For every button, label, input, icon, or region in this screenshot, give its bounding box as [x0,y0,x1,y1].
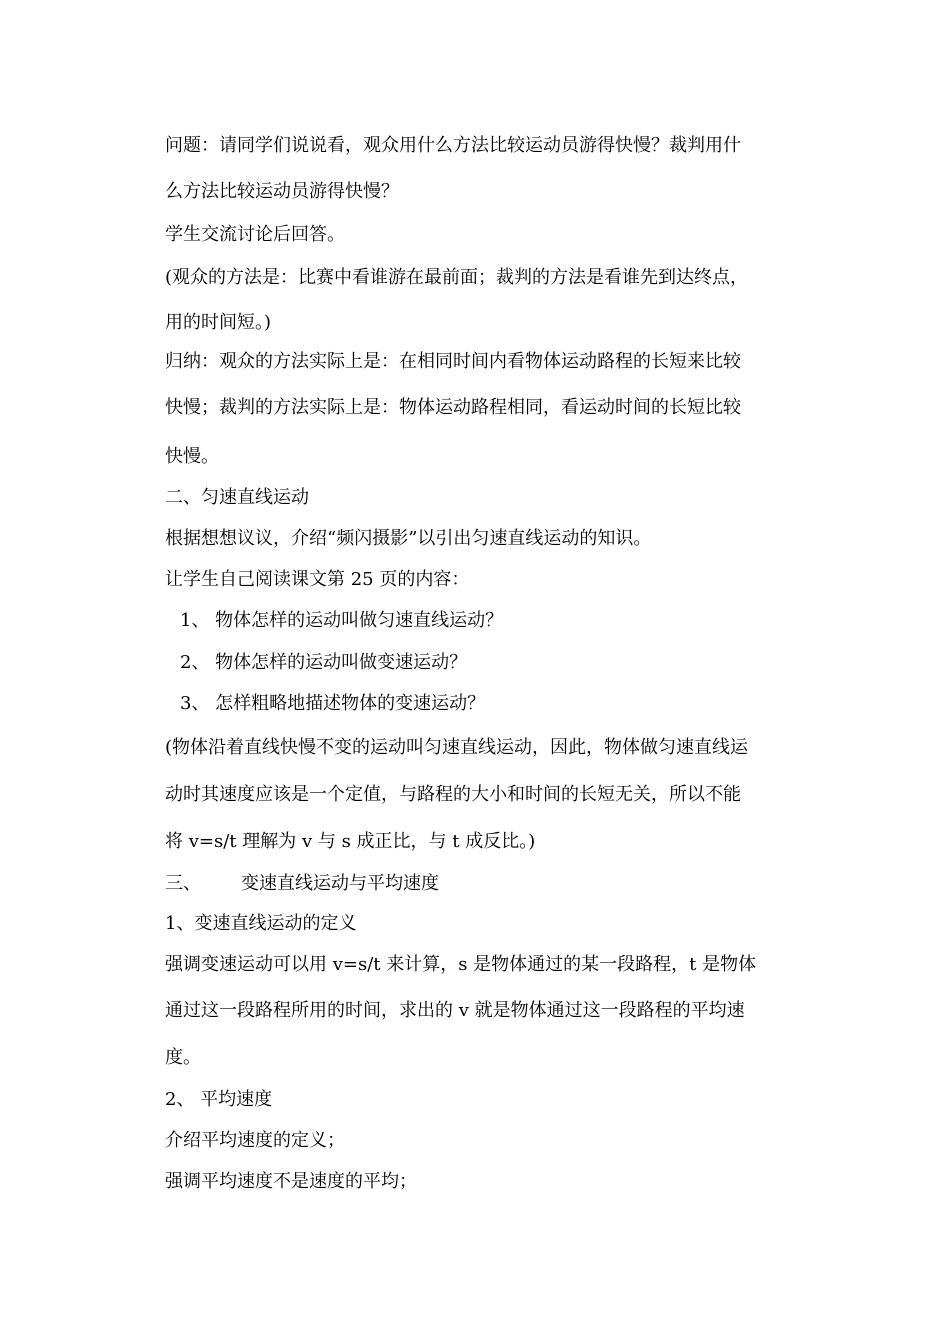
question-item: 3、 怎样粗略地描述物体的变速运动？ [180,693,486,714]
question-item: 2、 物体怎样的运动叫做变速运动？ [180,652,468,673]
subsection-heading: 2、 平均速度 [165,1089,273,1110]
section-heading [165,872,795,896]
section-title: 变速直线运动与平均速度 [241,873,439,894]
paragraph-line: 问题：请同学们说说看，观众用什么方法比较运动员游得快慢？裁判用什 [165,135,741,156]
paragraph-line: (观众的方法是：比赛中看谁游在最前面；裁判的方法是看谁先到达终点， [165,267,749,288]
paragraph-line: 快慢。 [165,446,219,467]
paragraph-line: 强调变速运动可以用 v=s/t 来计算，s 是物体通过的某一段路程，t 是物体 [165,954,757,975]
paragraph-line: 让学生自己阅读课文第 25 页的内容： [165,569,470,590]
paragraph-line: 度。 [165,1047,201,1068]
question-item: 1、 物体怎样的运动叫做匀速直线运动？ [180,610,504,631]
paragraph-line: 用的时间短。) [165,312,272,333]
paragraph-line: 根据想想议议，介绍“频闪摄影”以引出匀速直线运动的知识。 [165,528,652,549]
paragraph-line: 归纳：观众的方法实际上是：在相同时间内看物体运动路程的长短来比较 [165,351,741,372]
paragraph-line: 学生交流讨论后回答。 [165,224,345,245]
paragraph-line: 通过这一段路程所用的时间，求出的 v 就是物体通过这一段路程的平均速 [165,1000,745,1021]
paragraph-line: 强调平均速度不是速度的平均； [165,1171,417,1192]
paragraph-line: 快慢；裁判的方法实际上是：物体运动路程相同，看运动时间的长短比较 [165,397,741,418]
paragraph-line: 介绍平均速度的定义； [165,1130,345,1151]
section-number: 三、 [165,873,201,894]
paragraph-line: 动时其速度应该是一个定值，与路程的大小和时间的长短无关，所以不能 [165,784,741,805]
paragraph-line: (物体沿着直线快慢不变的运动叫匀速直线运动，因此，物体做匀速直线运 [165,737,749,758]
section-heading: 二、匀速直线运动 [165,487,309,508]
subsection-heading: 1、变速直线运动的定义 [165,913,357,934]
paragraph-line: 么方法比较运动员游得快慢？ [165,181,399,202]
paragraph-line: 将 v=s/t 理解为 v 与 s 成正比，与 t 成反比。) [165,831,536,852]
